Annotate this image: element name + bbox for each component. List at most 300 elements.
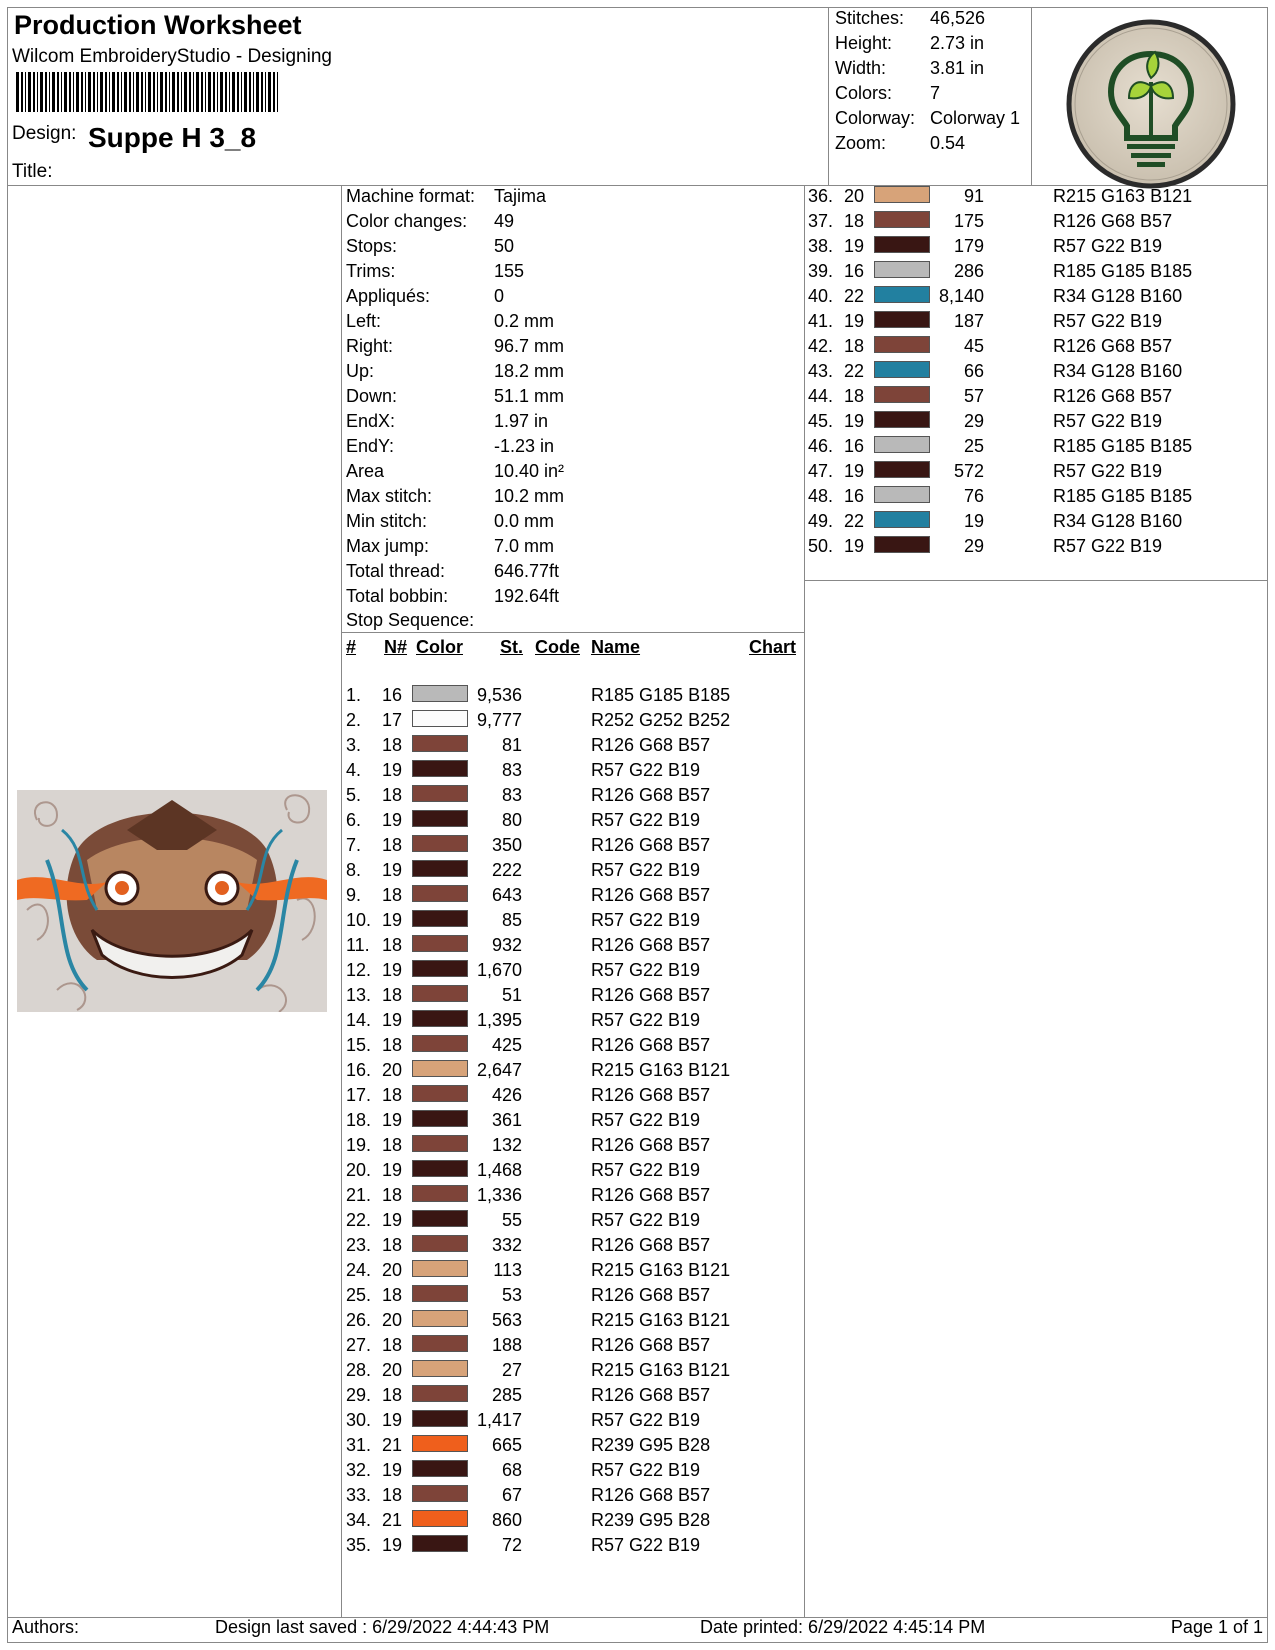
stop-sequence-row	[346, 1285, 796, 1311]
row-stitches: 132	[491, 1135, 522, 1155]
row-color-name: R215 G163 B121	[591, 1260, 731, 1280]
row-stitches: 91	[963, 186, 984, 206]
stop-sequence-row	[346, 1035, 796, 1061]
property-label: Color changes:	[346, 211, 468, 231]
color-swatch	[874, 236, 930, 253]
row-needle: 19	[382, 1160, 403, 1180]
row-number: 46.	[808, 436, 834, 456]
row-number: 8.	[346, 860, 362, 880]
stop-sequence-row	[346, 1410, 796, 1436]
property-value: 96.7 mm	[494, 336, 565, 356]
color-swatch	[874, 536, 930, 553]
row-needle: 18	[382, 1035, 403, 1055]
row-number: 21.	[346, 1185, 372, 1205]
row-stitches: 1,336	[476, 1185, 522, 1205]
property-label: Machine format:	[346, 186, 476, 206]
row-stitches: 68	[501, 1460, 522, 1480]
stat-value: Colorway 1	[930, 108, 1021, 128]
row-color-name: R57 G22 B19	[591, 1535, 701, 1555]
row-color-name: R126 G68 B57	[591, 735, 711, 755]
row-needle: 18	[844, 386, 865, 406]
row-number: 5.	[346, 785, 362, 805]
row-stitches: 665	[491, 1435, 522, 1455]
stop-sequence-row	[346, 1435, 796, 1461]
col-header-color: Color	[416, 637, 463, 657]
row-needle: 18	[382, 1385, 403, 1405]
row-needle: 19	[382, 1535, 403, 1555]
row-color-name: R57 G22 B19	[591, 860, 701, 880]
stop-sequence-row	[808, 311, 1258, 337]
row-number: 37.	[808, 211, 834, 231]
property-label: Max stitch:	[346, 486, 433, 506]
color-swatch	[412, 1385, 468, 1402]
row-color-name: R126 G68 B57	[591, 1035, 711, 1055]
row-number: 41.	[808, 311, 834, 331]
footer-divider	[7, 1617, 1268, 1618]
row-stitches: 76	[963, 486, 984, 506]
row-number: 29.	[346, 1385, 372, 1405]
row-number: 11.	[346, 935, 370, 955]
row-needle: 18	[382, 835, 403, 855]
row-number: 45.	[808, 411, 834, 431]
color-swatch	[412, 910, 468, 927]
row-color-name: R126 G68 B57	[1053, 386, 1173, 406]
title-label: Title:	[12, 161, 53, 182]
color-swatch	[874, 361, 930, 378]
stop-sequence-row	[346, 685, 796, 711]
row-number: 50.	[808, 536, 834, 556]
row-color-name: R239 G95 B28	[591, 1435, 711, 1455]
row-needle: 17	[382, 710, 403, 730]
row-needle: 18	[382, 785, 403, 805]
row-number: 47.	[808, 461, 834, 481]
color-swatch	[412, 1160, 468, 1177]
row-needle: 19	[844, 536, 865, 556]
stop-sequence-row	[346, 1235, 796, 1261]
row-stitches: 67	[501, 1485, 522, 1505]
row-needle: 19	[382, 1110, 403, 1130]
design-name: Suppe H 3_8	[88, 122, 257, 153]
stat-label: Height:	[835, 33, 893, 53]
stat-value: 3.81 in	[930, 58, 985, 78]
color-swatch	[874, 336, 930, 353]
row-color-name: R126 G68 B57	[591, 1385, 711, 1405]
row-stitches: 2,647	[476, 1060, 522, 1080]
color-swatch	[412, 1510, 468, 1527]
row-needle: 18	[382, 1135, 403, 1155]
row-number: 27.	[346, 1335, 372, 1355]
barcode-icon	[16, 72, 282, 112]
row-stitches: 66	[963, 361, 984, 381]
row-stitches: 45	[963, 336, 984, 356]
property-value: Tajima	[494, 186, 547, 206]
row-stitches: 83	[501, 760, 522, 780]
row-number: 48.	[808, 486, 834, 506]
property-value: 646.77ft	[494, 561, 560, 581]
row-number: 39.	[808, 261, 834, 281]
row-number: 34.	[346, 1510, 372, 1530]
lightbulb-plant-logo-icon	[1063, 16, 1239, 192]
footer-last-saved: Design last saved : 6/29/2022 4:44:43 PM	[215, 1617, 550, 1637]
color-swatch	[874, 261, 930, 278]
row-number: 17.	[346, 1085, 372, 1105]
row-needle: 18	[382, 1335, 403, 1355]
row-needle: 19	[382, 860, 403, 880]
property-value: 0	[494, 286, 505, 306]
property-value: 192.64ft	[494, 586, 560, 606]
color-swatch	[412, 735, 468, 752]
row-color-name: R126 G68 B57	[591, 1285, 711, 1305]
stat-value: 0.54	[930, 133, 966, 153]
stop-sequence-row	[346, 1110, 796, 1136]
row-stitches: 57	[963, 386, 984, 406]
color-swatch	[412, 1485, 468, 1502]
stop-sequence-row	[346, 1335, 796, 1361]
row-needle: 18	[382, 985, 403, 1005]
color-swatch	[412, 1285, 468, 1302]
property-value: 49	[494, 211, 515, 231]
color-swatch	[412, 885, 468, 902]
row-stitches: 932	[491, 935, 522, 955]
stat-label: Width:	[835, 58, 887, 78]
property-value: 18.2 mm	[494, 361, 565, 381]
row-number: 42.	[808, 336, 834, 356]
property-value: 50	[494, 236, 515, 256]
row-number: 10.	[346, 910, 372, 930]
page-title: Production Worksheet	[14, 10, 302, 40]
stop-sequence-row	[346, 810, 796, 836]
stop-sequence-row	[808, 511, 1258, 537]
stop-sequence-row	[808, 411, 1258, 437]
row-color-name: R185 G185 B185	[1053, 436, 1193, 456]
row-color-name: R126 G68 B57	[591, 1185, 711, 1205]
stop-sequence-row	[346, 1310, 796, 1336]
property-value: 10.40 in²	[494, 461, 565, 481]
row-number: 3.	[346, 735, 362, 755]
color-swatch	[412, 1310, 468, 1327]
stop-sequence-row	[808, 461, 1258, 487]
col-header-name: Name	[591, 637, 641, 657]
color-swatch	[412, 1435, 468, 1452]
row-number: 15.	[346, 1035, 372, 1055]
row-stitches: 25	[963, 436, 984, 456]
color-swatch	[412, 1135, 468, 1152]
property-value: 7.0 mm	[494, 536, 555, 556]
header-col-divider-1	[828, 7, 829, 185]
footer-page-number: Page 1 of 1	[1170, 1617, 1263, 1637]
col-header-num: #	[346, 637, 357, 657]
row-number: 24.	[346, 1260, 372, 1280]
row-color-name: R57 G22 B19	[1053, 536, 1163, 556]
row-color-name: R126 G68 B57	[591, 935, 711, 955]
stop-sequence-row	[346, 835, 796, 861]
row-color-name: R252 G252 B252	[591, 710, 731, 730]
footer-authors: Authors:	[12, 1617, 80, 1637]
property-value: 51.1 mm	[494, 386, 565, 406]
row-needle: 20	[382, 1060, 403, 1080]
row-color-name: R126 G68 B57	[591, 1085, 711, 1105]
stop-sequence-row	[346, 935, 796, 961]
row-number: 44.	[808, 386, 834, 406]
row-needle: 18	[382, 885, 403, 905]
stop-sequence-row	[346, 760, 796, 786]
color-swatch	[412, 1060, 468, 1077]
row-stitches: 286	[953, 261, 984, 281]
stop-sequence-row	[346, 1085, 796, 1111]
stat-label: Zoom:	[835, 133, 887, 153]
stop-sequence-row	[346, 710, 796, 736]
row-color-name: R57 G22 B19	[591, 760, 701, 780]
row-needle: 21	[382, 1510, 403, 1530]
row-number: 18.	[346, 1110, 372, 1130]
stat-label: Stitches:	[835, 8, 905, 28]
stop-sequence-row	[808, 236, 1258, 262]
row-number: 19.	[346, 1135, 372, 1155]
footer-date-printed: Date printed: 6/29/2022 4:45:14 PM	[700, 1617, 986, 1637]
row-needle: 19	[844, 411, 865, 431]
color-swatch	[874, 436, 930, 453]
color-swatch	[412, 860, 468, 877]
property-value: 0.0 mm	[494, 511, 555, 531]
row-stitches: 643	[491, 885, 522, 905]
property-label: Appliqués:	[346, 286, 431, 306]
stat-value: 7	[930, 83, 941, 103]
row-color-name: R57 G22 B19	[1053, 236, 1163, 256]
right-table-divider	[804, 580, 1268, 581]
row-needle: 18	[382, 1285, 403, 1305]
stop-sequence-row	[346, 885, 796, 911]
row-stitches: 80	[501, 810, 522, 830]
row-number: 30.	[346, 1410, 372, 1430]
row-number: 31.	[346, 1435, 372, 1455]
row-color-name: R57 G22 B19	[591, 1410, 701, 1430]
row-stitches: 81	[501, 735, 522, 755]
color-swatch	[874, 186, 930, 203]
stop-sequence-row	[808, 361, 1258, 387]
row-color-name: R126 G68 B57	[591, 835, 711, 855]
property-label: Area	[346, 461, 385, 481]
stat-label: Colors:	[835, 83, 893, 103]
row-stitches: 113	[493, 1260, 522, 1280]
property-label: Up:	[346, 361, 375, 381]
row-color-name: R215 G163 B121	[1053, 186, 1193, 206]
row-stitches: 1,468	[476, 1160, 522, 1180]
row-color-name: R126 G68 B57	[591, 885, 711, 905]
row-color-name: R126 G68 B57	[591, 1135, 711, 1155]
stop-sequence-row	[346, 1010, 796, 1036]
row-stitches: 29	[963, 536, 984, 556]
row-stitches: 426	[491, 1085, 522, 1105]
embroidery-design-preview	[17, 790, 327, 1012]
row-needle: 20	[382, 1360, 403, 1380]
stop-sequence-row	[346, 1535, 796, 1561]
color-swatch	[412, 1260, 468, 1277]
row-needle: 18	[382, 935, 403, 955]
row-number: 4.	[346, 760, 362, 780]
row-stitches: 860	[491, 1510, 522, 1530]
row-stitches: 53	[501, 1285, 522, 1305]
row-stitches: 8,140	[938, 286, 984, 306]
row-color-name: R57 G22 B19	[1053, 311, 1163, 331]
row-number: 22.	[346, 1210, 372, 1230]
row-stitches: 285	[491, 1385, 522, 1405]
row-number: 20.	[346, 1160, 372, 1180]
stop-sequence-row	[346, 1385, 796, 1411]
row-stitches: 55	[501, 1210, 522, 1230]
color-swatch	[412, 960, 468, 977]
row-needle: 19	[382, 1410, 403, 1430]
property-label: Trims:	[346, 261, 396, 281]
row-color-name: R57 G22 B19	[591, 810, 701, 830]
color-swatch	[412, 1410, 468, 1427]
stop-sequence-row	[346, 860, 796, 886]
row-color-name: R57 G22 B19	[591, 1110, 701, 1130]
row-number: 7.	[346, 835, 362, 855]
col-header-code: Code	[535, 637, 580, 657]
row-needle: 16	[844, 436, 865, 456]
row-stitches: 563	[491, 1310, 522, 1330]
row-number: 36.	[808, 186, 834, 206]
row-needle: 18	[382, 735, 403, 755]
color-swatch	[874, 211, 930, 228]
row-color-name: R126 G68 B57	[591, 1335, 711, 1355]
color-swatch	[874, 486, 930, 503]
row-color-name: R126 G68 B57	[591, 785, 711, 805]
row-color-name: R215 G163 B121	[591, 1360, 731, 1380]
stop-sequence-row	[808, 386, 1258, 412]
color-swatch	[412, 760, 468, 777]
row-color-name: R185 G185 B185	[591, 685, 731, 705]
row-color-name: R57 G22 B19	[1053, 411, 1163, 431]
stop-sequence-row	[346, 985, 796, 1011]
row-number: 38.	[808, 236, 834, 256]
row-stitches: 1,670	[476, 960, 522, 980]
row-color-name: R34 G128 B160	[1053, 511, 1183, 531]
row-needle: 22	[844, 361, 865, 381]
row-color-name: R126 G68 B57	[1053, 211, 1173, 231]
row-stitches: 187	[953, 311, 984, 331]
row-number: 32.	[346, 1460, 372, 1480]
property-label: Max jump:	[346, 536, 430, 556]
row-stitches: 361	[491, 1110, 522, 1130]
row-needle: 19	[382, 760, 403, 780]
design-label: Design:	[12, 123, 77, 144]
property-label: Down:	[346, 386, 398, 406]
stop-sequence-row	[808, 286, 1258, 312]
row-stitches: 27	[501, 1360, 522, 1380]
property-label: Min stitch:	[346, 511, 428, 531]
color-swatch	[412, 935, 468, 952]
color-swatch	[412, 710, 468, 727]
row-stitches: 19	[963, 511, 984, 531]
row-number: 23.	[346, 1235, 372, 1255]
color-swatch	[412, 1460, 468, 1477]
color-swatch	[412, 1360, 468, 1377]
color-swatch	[412, 1185, 468, 1202]
row-color-name: R57 G22 B19	[591, 1160, 701, 1180]
stop-sequence-row	[346, 1360, 796, 1386]
property-value: 155	[494, 261, 525, 281]
row-stitches: 29	[963, 411, 984, 431]
row-needle: 19	[382, 1460, 403, 1480]
row-stitches: 350	[491, 835, 522, 855]
property-value: -1.23 in	[494, 436, 555, 456]
stop-sequence-label: Stop Sequence:	[346, 610, 475, 630]
row-color-name: R126 G68 B57	[591, 1235, 711, 1255]
stop-sequence-row	[808, 536, 1258, 562]
color-swatch	[412, 1010, 468, 1027]
row-color-name: R215 G163 B121	[591, 1310, 731, 1330]
property-label: Right:	[346, 336, 394, 356]
col-header-needle: N#	[384, 637, 408, 657]
stop-sequence-row	[346, 735, 796, 761]
stop-sequence-row	[808, 336, 1258, 362]
stop-sequence-row	[346, 1460, 796, 1486]
header-col-divider-2	[1031, 7, 1032, 185]
row-needle: 18	[382, 1485, 403, 1505]
row-needle: 21	[382, 1435, 403, 1455]
row-needle: 20	[382, 1310, 403, 1330]
row-color-name: R126 G68 B57	[591, 985, 711, 1005]
property-value: 1.97 in	[494, 411, 549, 431]
row-number: 40.	[808, 286, 834, 306]
color-swatch	[412, 785, 468, 802]
row-needle: 16	[844, 486, 865, 506]
row-needle: 19	[382, 1010, 403, 1030]
row-needle: 22	[844, 511, 865, 531]
software-subtitle: Wilcom EmbroideryStudio - Designing	[12, 46, 332, 67]
color-swatch	[874, 511, 930, 528]
row-number: 9.	[346, 885, 362, 905]
stop-sequence-row	[346, 785, 796, 811]
row-stitches: 179	[953, 236, 984, 256]
color-swatch	[412, 1085, 468, 1102]
color-swatch	[412, 1210, 468, 1227]
row-number: 28.	[346, 1360, 372, 1380]
color-swatch	[412, 985, 468, 1002]
color-swatch	[874, 286, 930, 303]
row-color-name: R126 G68 B57	[1053, 336, 1173, 356]
row-needle: 18	[844, 211, 865, 231]
properties-divider	[341, 632, 804, 633]
property-label: EndY:	[346, 436, 395, 456]
row-stitches: 1,417	[476, 1410, 522, 1430]
row-number: 25.	[346, 1285, 372, 1305]
row-needle: 19	[844, 236, 865, 256]
row-stitches: 9,536	[476, 685, 522, 705]
property-label: Total bobbin:	[346, 586, 449, 606]
row-number: 49.	[808, 511, 834, 531]
stat-value: 46,526	[930, 8, 986, 28]
row-color-name: R57 G22 B19	[591, 1210, 701, 1230]
row-color-name: R57 G22 B19	[591, 910, 701, 930]
color-swatch	[412, 1110, 468, 1127]
stop-sequence-row	[808, 261, 1258, 287]
stop-sequence-row	[346, 1210, 796, 1236]
stop-sequence-row	[808, 436, 1258, 462]
row-number: 2.	[346, 710, 362, 730]
row-needle: 18	[382, 1185, 403, 1205]
row-number: 14.	[346, 1010, 372, 1030]
color-swatch	[874, 311, 930, 328]
stop-sequence-row	[808, 186, 1258, 212]
stop-sequence-row	[346, 960, 796, 986]
row-needle: 16	[382, 685, 403, 705]
col-header-stitches: St.	[500, 637, 524, 657]
row-stitches: 175	[953, 211, 984, 231]
property-label: Total thread:	[346, 561, 446, 581]
row-color-name: R57 G22 B19	[591, 960, 701, 980]
